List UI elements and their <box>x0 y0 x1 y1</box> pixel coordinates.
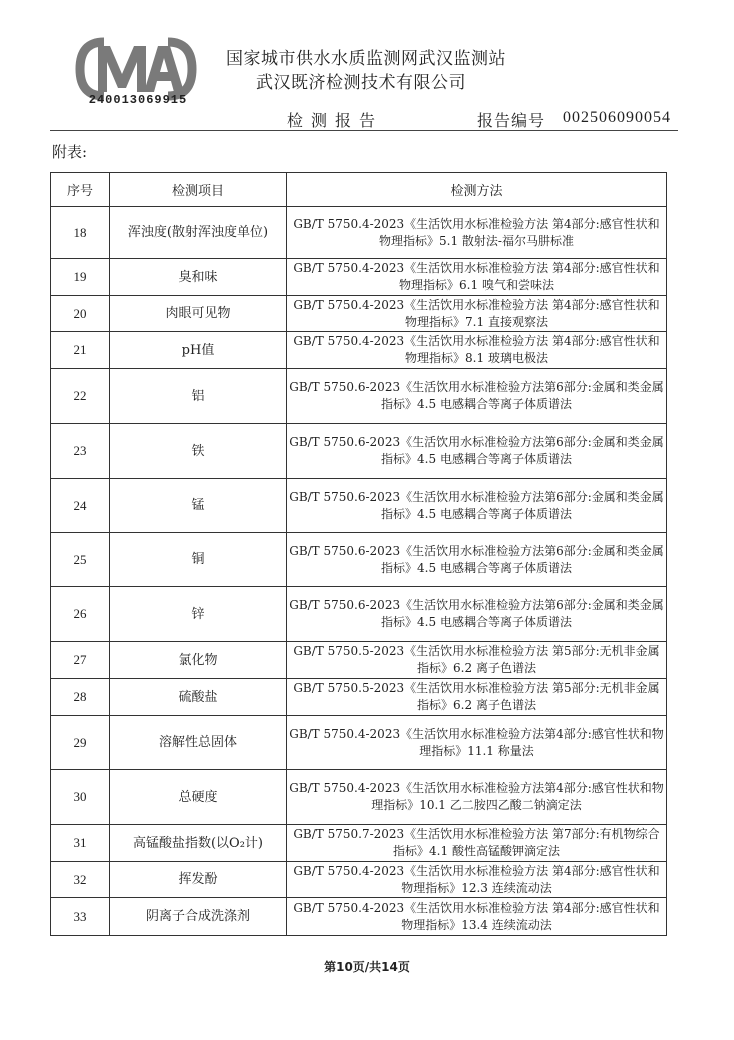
table-row <box>51 424 667 479</box>
table-row <box>51 332 667 369</box>
methods-table <box>50 172 667 936</box>
row-number: 31 <box>51 825 110 862</box>
test-method: GB/T 5750.6-2023《生活饮用水标准检验方法第6部分:金属和类金属指标》4.5 电感耦合等离子体质谱法 <box>287 369 667 424</box>
row-number: 19 <box>51 259 110 296</box>
table-row <box>51 642 667 679</box>
test-item: 阴离子合成洗涤剂 <box>110 898 287 936</box>
table-row <box>51 825 667 862</box>
test-method: GB/T 5750.4-2023《生活饮用水标准检验方法 第4部分:感官性状和物理指标》7.1 直接观察法 <box>287 296 667 332</box>
test-method: GB/T 5750.4-2023《生活饮用水标准检验方法第4部分:感官性状和物理指标》11.1 称量法 <box>287 716 667 770</box>
test-method: GB/T 5750.4-2023《生活饮用水标准检验方法 第4部分:感官性状和物理指标》13.4 连续流动法 <box>287 898 667 936</box>
test-method: GB/T 5750.4-2023《生活饮用水标准检验方法 第4部分:感官性状和物理指标》8.1 玻璃电极法 <box>287 332 667 369</box>
test-item: 挥发酚 <box>110 862 287 898</box>
test-item: 锰 <box>110 479 287 533</box>
row-number: 27 <box>51 642 110 679</box>
test-item: 锌 <box>110 587 287 642</box>
table-row <box>51 898 667 936</box>
table-header-row <box>51 173 667 207</box>
report-title: 检测报告 <box>287 111 384 130</box>
table-row <box>51 296 667 332</box>
table-row <box>51 587 667 642</box>
test-item: 臭和味 <box>110 259 287 296</box>
test-method: GB/T 5750.6-2023《生活饮用水标准检验方法第6部分:金属和类金属指标》4.5 电感耦合等离子体质谱法 <box>287 533 667 587</box>
report-number: 002506090054 <box>563 109 671 126</box>
table-row <box>51 259 667 296</box>
table-row <box>51 716 667 770</box>
test-method: GB/T 5750.7-2023《生活饮用水标准检验方法 第7部分:有机物综合指标》4.1 酸性高锰酸钾滴定法 <box>287 825 667 862</box>
row-number: 25 <box>51 533 110 587</box>
test-method: GB/T 5750.6-2023《生活饮用水标准检验方法第6部分:金属和类金属指标》4.5 电感耦合等离子体质谱法 <box>287 587 667 642</box>
column-header-no: 序号 <box>51 173 110 207</box>
test-method: GB/T 5750.4-2023《生活饮用水标准检验方法 第4部分:感官性状和物理指标》12.3 连续流动法 <box>287 862 667 898</box>
test-method: GB/T 5750.4-2023《生活饮用水标准检验方法 第4部分:感官性状和物理指标》5.1 散射法-福尔马肼标准 <box>287 207 667 259</box>
row-number: 23 <box>51 424 110 479</box>
test-method: GB/T 5750.6-2023《生活饮用水标准检验方法第6部分:金属和类金属指标》4.5 电感耦合等离子体质谱法 <box>287 479 667 533</box>
row-number: 33 <box>51 898 110 936</box>
row-number: 22 <box>51 369 110 424</box>
test-item: 溶解性总固体 <box>110 716 287 770</box>
test-item: 铜 <box>110 533 287 587</box>
test-method: GB/T 5750.5-2023《生活饮用水标准检验方法 第5部分:无机非金属指标》6.2 离子色谱法 <box>287 642 667 679</box>
row-number: 28 <box>51 679 110 716</box>
org-name-primary: 国家城市供水水质监测网武汉监测站 <box>226 49 506 69</box>
test-method: GB/T 5750.6-2023《生活饮用水标准检验方法第6部分:金属和类金属指标》4.5 电感耦合等离子体质谱法 <box>287 424 667 479</box>
table-row <box>51 207 667 259</box>
row-number: 21 <box>51 332 110 369</box>
table-row <box>51 479 667 533</box>
test-item: 高锰酸盐指数(以O₂计) <box>110 825 287 862</box>
test-item: 铁 <box>110 424 287 479</box>
test-item: 铝 <box>110 369 287 424</box>
test-item: 总硬度 <box>110 770 287 825</box>
header-divider <box>50 130 678 131</box>
row-number: 26 <box>51 587 110 642</box>
attachment-label: 附表: <box>52 143 88 161</box>
row-number: 29 <box>51 716 110 770</box>
test-method: GB/T 5750.5-2023《生活饮用水标准检验方法 第5部分:无机非金属指标》6.2 离子色谱法 <box>287 679 667 716</box>
column-header-method: 检测方法 <box>287 173 667 207</box>
row-number: 18 <box>51 207 110 259</box>
column-header-item: 检测项目 <box>110 173 287 207</box>
table-row <box>51 679 667 716</box>
test-item: 硫酸盐 <box>110 679 287 716</box>
row-number: 24 <box>51 479 110 533</box>
row-number: 30 <box>51 770 110 825</box>
test-item: 肉眼可见物 <box>110 296 287 332</box>
row-number: 32 <box>51 862 110 898</box>
test-item: 氯化物 <box>110 642 287 679</box>
report-number-label: 报告编号 <box>477 111 546 130</box>
test-method: GB/T 5750.4-2023《生活饮用水标准检验方法 第4部分:感官性状和物理指标》6.1 嗅气和尝味法 <box>287 259 667 296</box>
table-row <box>51 862 667 898</box>
table-row <box>51 533 667 587</box>
test-item: pH值 <box>110 332 287 369</box>
org-name-secondary: 武汉既济检测技术有限公司 <box>256 73 466 93</box>
page-number: 第10页/共14页 <box>324 960 410 974</box>
test-item: 浑浊度(散射浑浊度单位) <box>110 207 287 259</box>
row-number: 20 <box>51 296 110 332</box>
cma-number: 240013069915 <box>88 93 188 107</box>
table-row <box>51 770 667 825</box>
table-row <box>51 369 667 424</box>
test-method: GB/T 5750.4-2023《生活饮用水标准检验方法第4部分:感官性状和物理指标》10.1 乙二胺四乙酸二钠滴定法 <box>287 770 667 825</box>
